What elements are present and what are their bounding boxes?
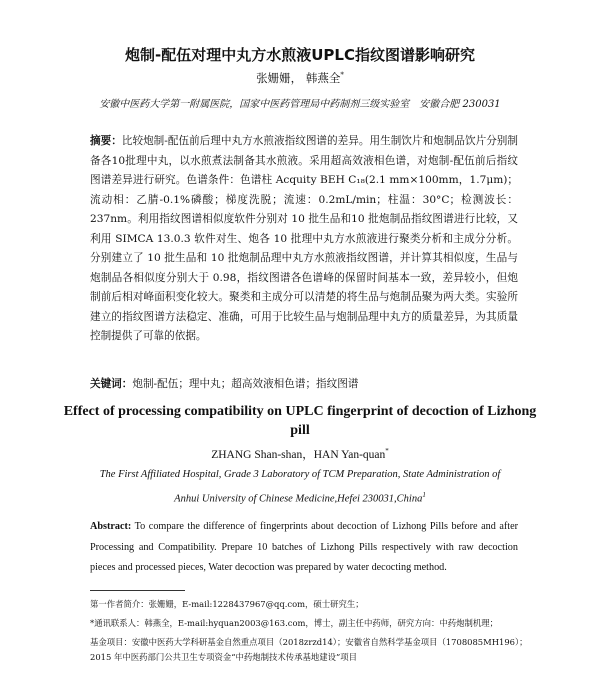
chinese-abstract-label: 摘要： — [90, 135, 122, 147]
english-abstract-text: To compare the difference of fingerprints about decoction of Lizhong Pills before and after Processing and Compatibility. Prepare 10 batches of Lizhong Pills respectively with raw decoction pieces and processed pieces, Water decoction was prepared by water decocting method. — [90, 521, 518, 573]
footnote-first-author: 第一作者简介：张姗姗，E-mail:1228437967@qq.com，硕士研究生； — [90, 599, 364, 609]
corresponding-mark: * — [340, 71, 344, 80]
english-corresponding-mark: * — [385, 447, 389, 456]
footnote-corresponding: *通讯联系人：韩燕全，E-mail:hyquan2003@163.com，博士，副主任中药师，研究方向：中药炮制机理； — [90, 618, 499, 628]
footnote-funding-1: 基金项目：安徽中医药大学科研基金自然重点项目（2018zrzd14）；安徽省自然科学基金项目（1708085MH196）； — [90, 637, 528, 647]
footnote-divider — [90, 590, 185, 591]
chinese-abstract — [90, 132, 518, 347]
english-author-2: HAN Yan-quan — [313, 449, 386, 461]
english-affiliation — [60, 465, 540, 510]
affiliation-mark: 1 — [422, 491, 426, 499]
english-abstract — [90, 517, 518, 579]
chinese-author-separator: ， — [290, 71, 306, 85]
chinese-keywords-label: 关键词： — [90, 378, 133, 390]
english-affiliation-line-1: The First Affiliated Hospital, Grade 3 Laboratory of TCM Preparation, State Administration of — [99, 469, 501, 480]
english-author-separator: ， — [302, 449, 314, 461]
chinese-author-2: 韩燕全 — [305, 71, 341, 85]
chinese-keywords-text: 炮制-配伍；理中丸；超高效液相色谱；指纹图谱 — [132, 378, 359, 390]
chinese-abstract-text: 比较炮制-配伍前后理中丸方水煎液指纹图谱的差异。用生制饮片和炮制品饮片分别制备各10批理中丸，以水煎煮法制备其水煎液。采用超高效液相色谱，对炮制-配伍前后指纹图谱差异进行研究。色谱条件：色谱柱 Acquity BEH C₁₈(2.1 mm×100mm，1.7μm)；流动相：乙腈-0.1%磷酸；梯度洗脱；流速：0.2mL/min；柱温：30°C；检测波长：237nm。利用指纹图谱相似度软件分别对 10 批生品和10 批炮制品指纹图谱进行比较，又利用 SIMCA 13.0.3 软件对生、炮各 10 批理中丸方水煎液进行聚类分析和主成分分析。分别建立了 10 批生品和 10 批炮制品理中丸方水煎液指纹图谱，并计算其相似度，生品与炮制品各相似度分别大于 0.98，指纹图谱各色谱峰的保留时间基本一致，差异较小，但炮制前后相对峰面积变化较大。聚类和主成分可以清楚的将生品与炮制品聚为两大类。实验所建立的指纹图谱方法稳定、准确，可用于比较生品与炮制品理中丸方的质量差异，为其质量控制提供了可靠的依据。 — [90, 135, 519, 342]
chinese-author-1: 张姗姗 — [256, 71, 291, 85]
footnote-funding-2: 2015 年中医药部门公共卫生专项资金“中药炮制技术传承基地建设”项目 — [90, 652, 358, 662]
chinese-keywords — [90, 376, 518, 391]
english-author-1: ZHANG Shan-shan — [211, 449, 303, 461]
english-abstract-label: Abstract: — [90, 521, 132, 532]
english-affiliation-line-2 — [60, 485, 540, 510]
chinese-title: 炮制-配伍对理中丸方水煎液UPLC指纹图谱影响研究 — [125, 46, 475, 64]
chinese-affiliation: 安徽中医药大学第一附属医院，国家中医药管理局中药制剂三级实验室 安徽合肥 230031 — [99, 99, 501, 110]
english-title: Effect of processing compatibility on UPLC fingerprint of decoction of Lizhong pill — [63, 404, 537, 438]
english-authors — [60, 446, 540, 462]
english-affiliation-text: Anhui University of Chinese Medicine,Hefei 230031,China — [174, 493, 423, 505]
chinese-authors — [60, 70, 540, 86]
